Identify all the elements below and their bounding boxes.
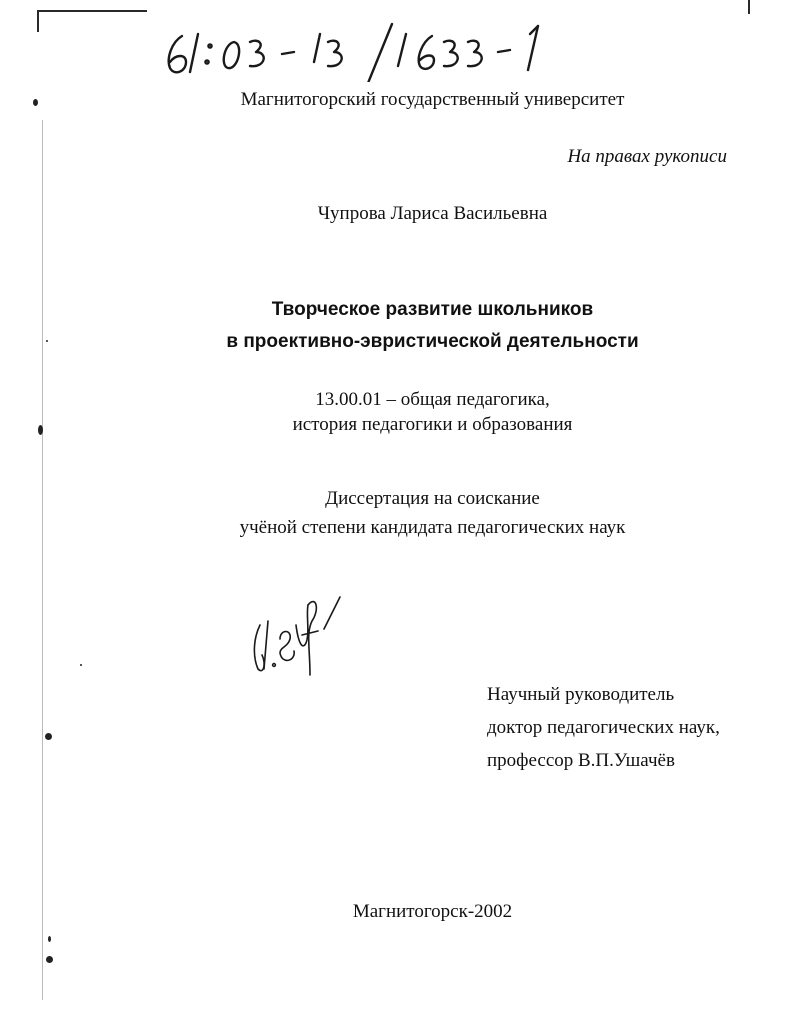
scan-border-top: [37, 10, 147, 12]
scan-margin-line: [42, 120, 43, 1000]
supervisor-label: Научный руководитель: [487, 684, 675, 705]
handwritten-archive-number: [160, 22, 560, 82]
supervisor-name: профессор В.П.Ушачёв: [487, 750, 675, 771]
university-name: Магнитогорский государственный университет: [240, 89, 625, 110]
scan-speck: [48, 936, 51, 942]
author-name: Чупрова Лариса Васильевна: [317, 203, 548, 224]
scan-border-top-right: [748, 0, 750, 14]
scan-border-top-left: [37, 10, 39, 32]
scan-speck: [45, 733, 52, 740]
handwritten-signature: [240, 585, 350, 685]
title-line-2: в проективно-эвристической деятельности: [226, 331, 639, 352]
specialty-line-1: 13.00.01 – общая педагогика,: [315, 389, 550, 410]
dissertation-line-1: Диссертация на соискание: [325, 488, 540, 509]
city-year: Магнитогорск-2002: [352, 901, 513, 922]
scan-speck: [46, 956, 53, 963]
title-line-1: Творческое развитие школьников: [271, 299, 594, 320]
supervisor-degree: доктор педагогических наук,: [487, 717, 720, 738]
specialty-line-2: история педагогики и образования: [292, 414, 573, 435]
rights-note: На правах рукописи: [567, 146, 727, 167]
dissertation-line-2: учёной степени кандидата педагогических наук: [239, 517, 626, 538]
scan-speck: [80, 664, 82, 666]
